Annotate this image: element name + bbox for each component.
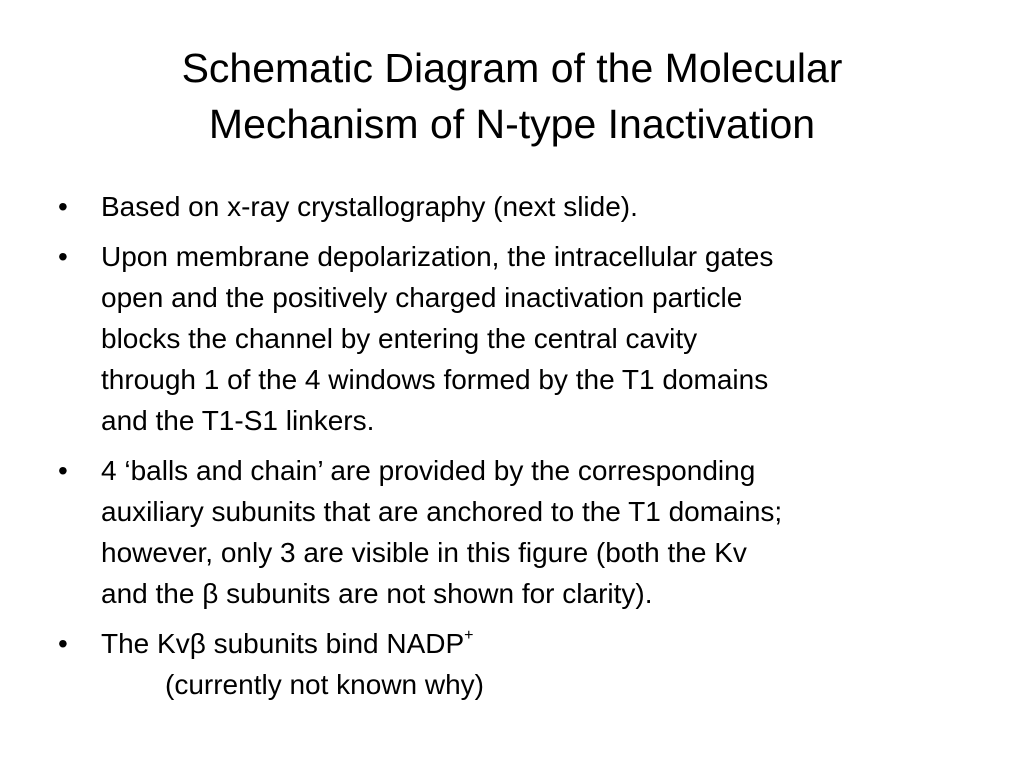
bullet-dot-icon: • bbox=[58, 241, 68, 272]
bullet-3-line-3: however, only 3 are visible in this figure (both the Kv bbox=[101, 537, 747, 568]
bullet-4-line-2: (currently not known why) bbox=[165, 669, 485, 700]
bullet-2-line-2: open and the positively charged inactivation particle bbox=[101, 282, 743, 313]
bullet-item-4 bbox=[58, 623, 978, 705]
bullet-2-line-4: through 1 of the 4 windows formed by the T1 domains bbox=[101, 364, 769, 395]
bullet-3-line-1: 4 ‘balls and chain’ are provided by the corresponding bbox=[101, 455, 756, 486]
bullet-dot-icon: • bbox=[58, 191, 68, 222]
bullet-4-line-1-text: The Kvβ subunits bind NADP bbox=[101, 628, 465, 659]
bullet-2-line-5: and the T1-S1 linkers. bbox=[101, 405, 375, 436]
bullet-4-line-1 bbox=[101, 623, 978, 664]
bullet-2-line-3: blocks the channel by entering the central cavity bbox=[101, 323, 698, 354]
nadp-superscript: + bbox=[464, 627, 474, 644]
bullet-item-1 bbox=[58, 186, 978, 227]
bullet-dot-icon: • bbox=[58, 628, 68, 659]
bullet-list bbox=[58, 186, 978, 714]
bullet-item-3 bbox=[58, 450, 978, 614]
bullet-dot-icon: • bbox=[58, 455, 68, 486]
bullet-3-line-4: and the β subunits are not shown for clarity). bbox=[101, 578, 653, 609]
bullet-2-line-1: Upon membrane depolarization, the intracellular gates bbox=[101, 241, 774, 272]
slide-title bbox=[60, 40, 964, 152]
bullet-item-2 bbox=[58, 236, 978, 441]
bullet-3-line-2: auxiliary subunits that are anchored to the T1 domains; bbox=[101, 496, 783, 527]
slide-title-line-1: Schematic Diagram of the Molecular bbox=[181, 45, 843, 91]
bullet-1-line-1: Based on x-ray crystallography (next slide). bbox=[101, 191, 638, 222]
slide-title-line-2: Mechanism of N-type Inactivation bbox=[208, 101, 816, 147]
